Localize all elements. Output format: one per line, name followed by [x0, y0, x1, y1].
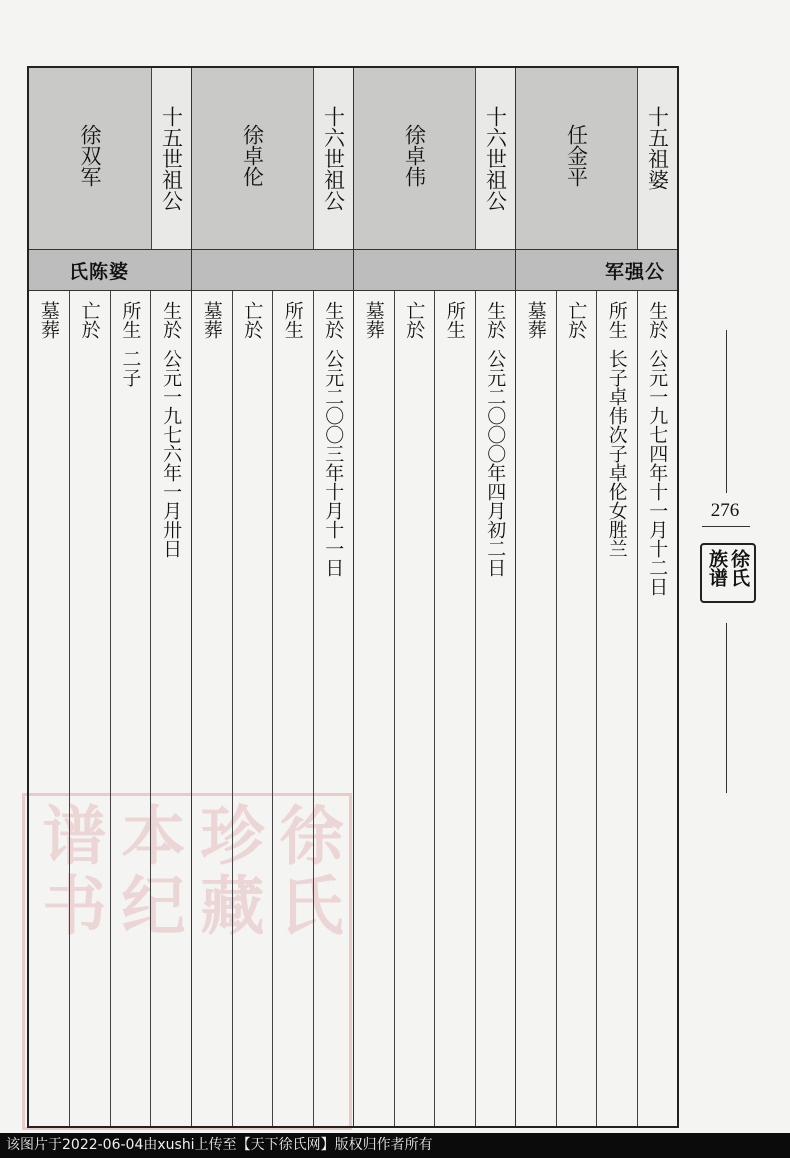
born-label: 生於 — [160, 301, 183, 339]
spouse-row — [354, 250, 515, 291]
upload-notice-text: 该图片于2022-06-04由xushi上传至【天下徐氏网】版权归作者所有 — [6, 1137, 433, 1153]
detail-columns — [354, 291, 515, 1126]
children-column — [110, 291, 151, 1126]
entry-header — [192, 68, 353, 250]
born-value: 公元二〇〇〇年四月初二日 — [484, 349, 507, 577]
page-number: 276 — [710, 500, 740, 521]
generation-label: 十六世祖公 — [483, 106, 508, 211]
entry-block — [29, 68, 191, 1126]
generation-cell — [151, 68, 191, 249]
margin-rule — [726, 330, 727, 493]
seal-column: 谱书 — [31, 802, 107, 942]
seal-column: 珍藏 — [189, 802, 265, 942]
genealogy-table — [27, 66, 679, 1128]
children-column — [596, 291, 637, 1126]
buried-column — [29, 291, 69, 1126]
children-label: 所生 — [281, 301, 304, 339]
born-label: 生於 — [322, 301, 345, 339]
buried-column — [354, 291, 394, 1126]
children-column — [434, 291, 475, 1126]
person-name: 徐卓伟 — [402, 124, 427, 187]
spouse-note: 军强公 — [604, 260, 665, 283]
died-label: 亡於 — [78, 301, 101, 339]
generation-cell — [637, 68, 677, 249]
name-cell — [354, 68, 475, 249]
buried-label: 墓葬 — [200, 301, 223, 339]
buried-label: 墓葬 — [37, 301, 60, 339]
children-label: 所生 — [443, 301, 466, 339]
died-label: 亡於 — [241, 301, 264, 339]
buried-column — [192, 291, 232, 1126]
name-cell — [516, 68, 637, 249]
spouse-row — [29, 250, 191, 291]
died-label: 亡於 — [565, 301, 588, 339]
born-column — [637, 291, 678, 1126]
children-value: 二子 — [119, 349, 142, 387]
born-label: 生於 — [646, 301, 669, 339]
buried-label: 墓葬 — [524, 301, 547, 339]
spouse-row — [192, 250, 353, 291]
born-column — [150, 291, 191, 1126]
died-column — [556, 291, 597, 1126]
generation-label: 十五祖婆 — [645, 106, 670, 190]
entry-header — [29, 68, 191, 250]
name-cell — [29, 68, 151, 249]
entry-block — [515, 68, 677, 1126]
died-column — [69, 291, 110, 1126]
book-label-right: 徐氏 — [728, 549, 750, 587]
person-name: 徐双军 — [78, 124, 102, 187]
book-label-left: 族谱 — [706, 549, 728, 587]
person-name: 任金平 — [564, 124, 589, 187]
children-value: 长子卓伟次子卓伦女胜兰 — [605, 349, 628, 558]
book-title-label — [700, 543, 756, 603]
entry-header — [516, 68, 677, 250]
name-cell — [192, 68, 313, 249]
spouse-row — [516, 250, 677, 291]
born-column — [475, 291, 516, 1126]
born-column — [313, 291, 354, 1126]
entry-header — [354, 68, 515, 250]
buried-label: 墓葬 — [362, 301, 385, 339]
detail-columns — [29, 291, 191, 1126]
died-label: 亡於 — [403, 301, 426, 339]
margin-rule — [726, 623, 727, 793]
children-label: 所生 — [119, 301, 142, 339]
died-column — [232, 291, 273, 1126]
generation-label: 十五世祖公 — [159, 106, 184, 211]
upload-notice-bar — [0, 1133, 790, 1158]
generation-label: 十六世祖公 — [321, 106, 346, 211]
born-label: 生於 — [484, 301, 507, 339]
spouse-note: 氏陈婆 — [69, 260, 130, 283]
seal-column: 徐氏 — [268, 802, 344, 942]
buried-column — [516, 291, 556, 1126]
detail-columns — [516, 291, 677, 1126]
children-label: 所生 — [605, 301, 628, 339]
born-value: 公元一九七四年十一月十二日 — [646, 349, 669, 596]
page-number-rule — [702, 526, 750, 527]
children-column — [272, 291, 313, 1126]
died-column — [394, 291, 435, 1126]
entry-block — [353, 68, 515, 1126]
generation-cell — [313, 68, 353, 249]
person-name: 徐卓伦 — [240, 124, 265, 187]
seal-column: 本纪 — [110, 802, 186, 942]
generation-cell — [475, 68, 515, 249]
entry-block — [191, 68, 353, 1126]
born-value: 公元一九七六年一月卅日 — [160, 349, 183, 558]
detail-columns — [189, 291, 353, 1126]
born-value: 公元二〇〇三年十月十一日 — [322, 349, 345, 577]
